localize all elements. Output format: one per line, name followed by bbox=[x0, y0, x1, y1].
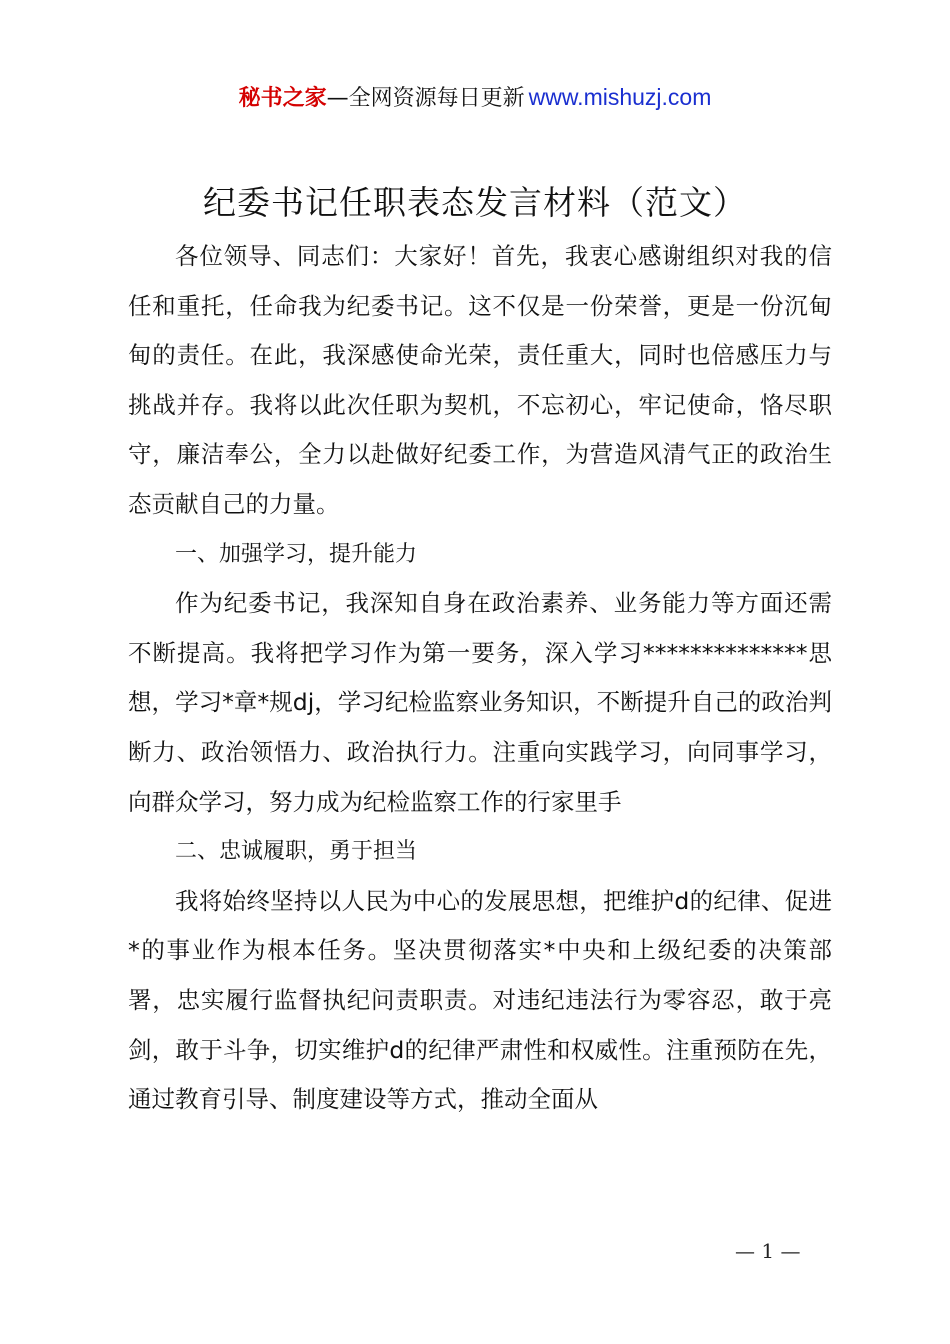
brand-name: 秘书之家 bbox=[238, 86, 327, 111]
site-url-link[interactable]: www.mishuzj.com bbox=[528, 84, 712, 110]
intro-paragraph: 各位领导、同志们：大家好！首先，我衷心感谢组织对我的信任和重托，任命我为纪委书记。这不仅是一份荣誉，更是一份沉甸甸的责任。在此，我深感使命光荣，责任重大，同时也倍感压力与挑战并存。我将以此次任职为契机，不忘初心，牢记使命，恪尽职守，廉洁奉公，全力以赴做好纪委工作，为营造风清气正的政治生态贡献自己的力量。 bbox=[128, 242, 832, 518]
document-body bbox=[128, 232, 832, 1125]
page-number: — 1 — bbox=[735, 1239, 801, 1263]
section-1-paragraph: 作为纪委书记，我深知自身在政治素养、业务能力等方面还需不断提高。我将把学习作为第一要务，深入学习**************思想，学习*章*规dj，学习纪检监察业务知识，不断提升自己的政治判断力、政治领悟力、政治执行力。注重向实践学习，向同事学习，向群众学习，努力成为纪检监察工作的行家里手 bbox=[128, 589, 832, 816]
section-2-paragraph: 我将始终坚持以人民为中心的发展思想，把维护d的纪律、促进*的事业作为根本任务。坚决贯彻落实*中央和上级纪委的决策部署，忠实履行监督执纪问责职责。对违纪违法行为零容忍，敢于亮剑，敢于斗争，切实维护d的纪律严肃性和权威性。注重预防在先，通过教育引导、制度建设等方式，推动全面从 bbox=[128, 886, 832, 1114]
section-heading-2: 二、忠诚履职，勇于担当 bbox=[175, 839, 418, 865]
document-title: 纪委书记任职表态发言材料（范文） bbox=[203, 183, 747, 222]
site-banner bbox=[0, 80, 950, 116]
section-heading-1: 一、加强学习，提升能力 bbox=[175, 541, 418, 567]
banner-tagline: —全网资源每日更新 bbox=[326, 86, 525, 111]
